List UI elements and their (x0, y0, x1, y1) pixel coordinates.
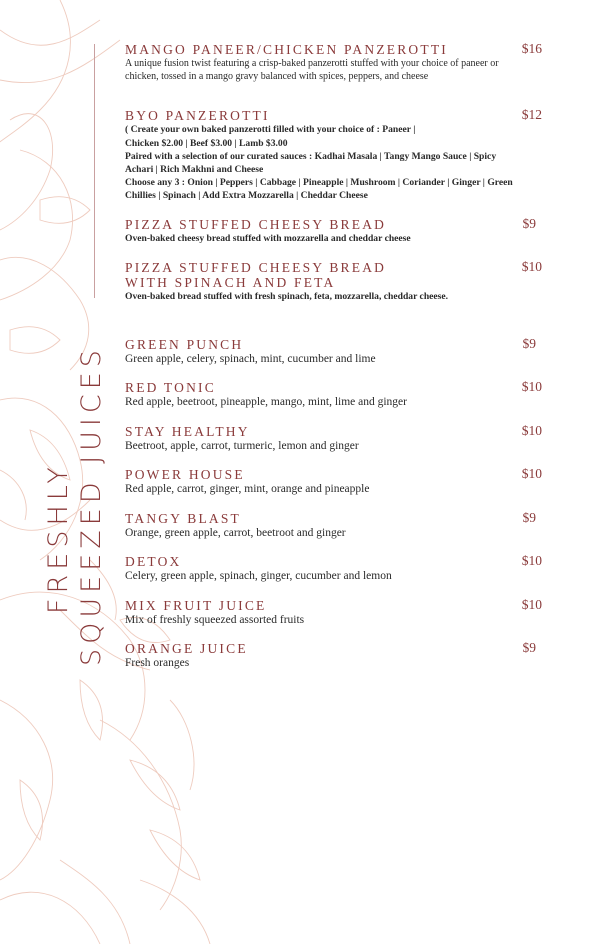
item-description: Oven-baked cheesy bread stuffed with mozzarella and cheddar cheese (125, 233, 411, 244)
vertical-divider (94, 44, 95, 298)
item-name: PIZZA STUFFED CHEESY BREAD WITH SPINACH AND FETA (125, 260, 387, 290)
item-price: $9 (522, 336, 536, 351)
item-name: STAY HEALTHY (125, 424, 250, 439)
item-description: Orange, green apple, carrot, beetroot and ginger (125, 527, 346, 539)
item-price: $10 (521, 553, 542, 568)
item-name: POWER HOUSE (125, 467, 245, 482)
item-description: Beetroot, apple, carrot, turmeric, lemon and ginger (125, 440, 359, 452)
item-name: MIX FRUIT JUICE (125, 598, 267, 613)
item-price: $16 (521, 41, 542, 56)
item-name: RED TONIC (125, 380, 216, 395)
juice-item (125, 511, 545, 540)
section-title-line2: SQUEEZED JUICES (76, 345, 107, 666)
menu-item (125, 108, 545, 202)
item-price: $12 (521, 107, 542, 122)
item-price: $10 (521, 466, 542, 481)
juice-item (125, 424, 545, 453)
menu-item (125, 217, 545, 246)
item-price: $9 (522, 510, 536, 525)
item-price: $9 (522, 640, 536, 655)
menu-item (125, 260, 545, 304)
menu-item (125, 42, 545, 83)
juice-item (125, 641, 545, 670)
item-description: Choose any 3 : Onion | Peppers | Cabbage | Pineapple | Mushroom | Coriander | Ginger | Green Chillies | Spinach | Add Extra Mozzarella | Cheddar Cheese (125, 177, 513, 201)
item-price: $10 (521, 423, 542, 438)
item-price: $10 (521, 597, 542, 612)
item-name: TANGY BLAST (125, 511, 241, 526)
item-price: $10 (521, 379, 542, 394)
item-description: Celery, green apple, spinach, ginger, cucumber and lemon (125, 570, 392, 582)
item-name: ORANGE JUICE (125, 641, 248, 656)
item-description: A unique fusion twist featuring a crisp-baked panzerotti stuffed with your choice of paneer or chicken, tossed in a mango gravy balanced with spices, peppers, and cheese (125, 58, 499, 82)
item-description: Green apple, celery, spinach, mint, cucumber and lime (125, 353, 376, 365)
item-name: PIZZA STUFFED CHEESY BREAD (125, 217, 387, 232)
item-name: BYO PANZEROTTI (125, 108, 270, 123)
item-price: $10 (521, 259, 542, 274)
item-name: GREEN PUNCH (125, 337, 244, 352)
juice-item (125, 380, 545, 409)
item-description: Paired with a selection of our curated sauces : Kadhai Masala | Tangy Mango Sauce | Spicy Achari | Rich Makhni and Cheese (125, 151, 497, 175)
item-description: Red apple, carrot, ginger, mint, orange and pineapple (125, 483, 370, 495)
item-description: Chicken $2.00 | Beef $3.00 | Lamb $3.00 (125, 137, 288, 149)
item-name: MANGO PANEER/CHICKEN PANZEROTTI (125, 42, 448, 57)
juice-item (125, 337, 545, 366)
item-price: $9 (522, 216, 536, 231)
item-description: Red apple, beetroot, pineapple, mango, mint, lime and ginger (125, 396, 407, 408)
item-description: Fresh oranges (125, 657, 190, 669)
juice-item (125, 598, 545, 627)
juice-item (125, 467, 545, 496)
item-name: DETOX (125, 554, 182, 569)
juice-item (125, 554, 545, 583)
item-description: Mix of freshly squeezed assorted fruits (125, 614, 305, 626)
item-description: ( Create your own baked panzerotti filled with your choice of : Paneer | (125, 124, 416, 135)
section-title-vertical (42, 332, 112, 666)
item-description: Oven-baked bread stuffed with fresh spinach, feta, mozzarella, cheddar cheese. (125, 291, 449, 302)
section-title-line1: FRESHLY (43, 462, 74, 614)
